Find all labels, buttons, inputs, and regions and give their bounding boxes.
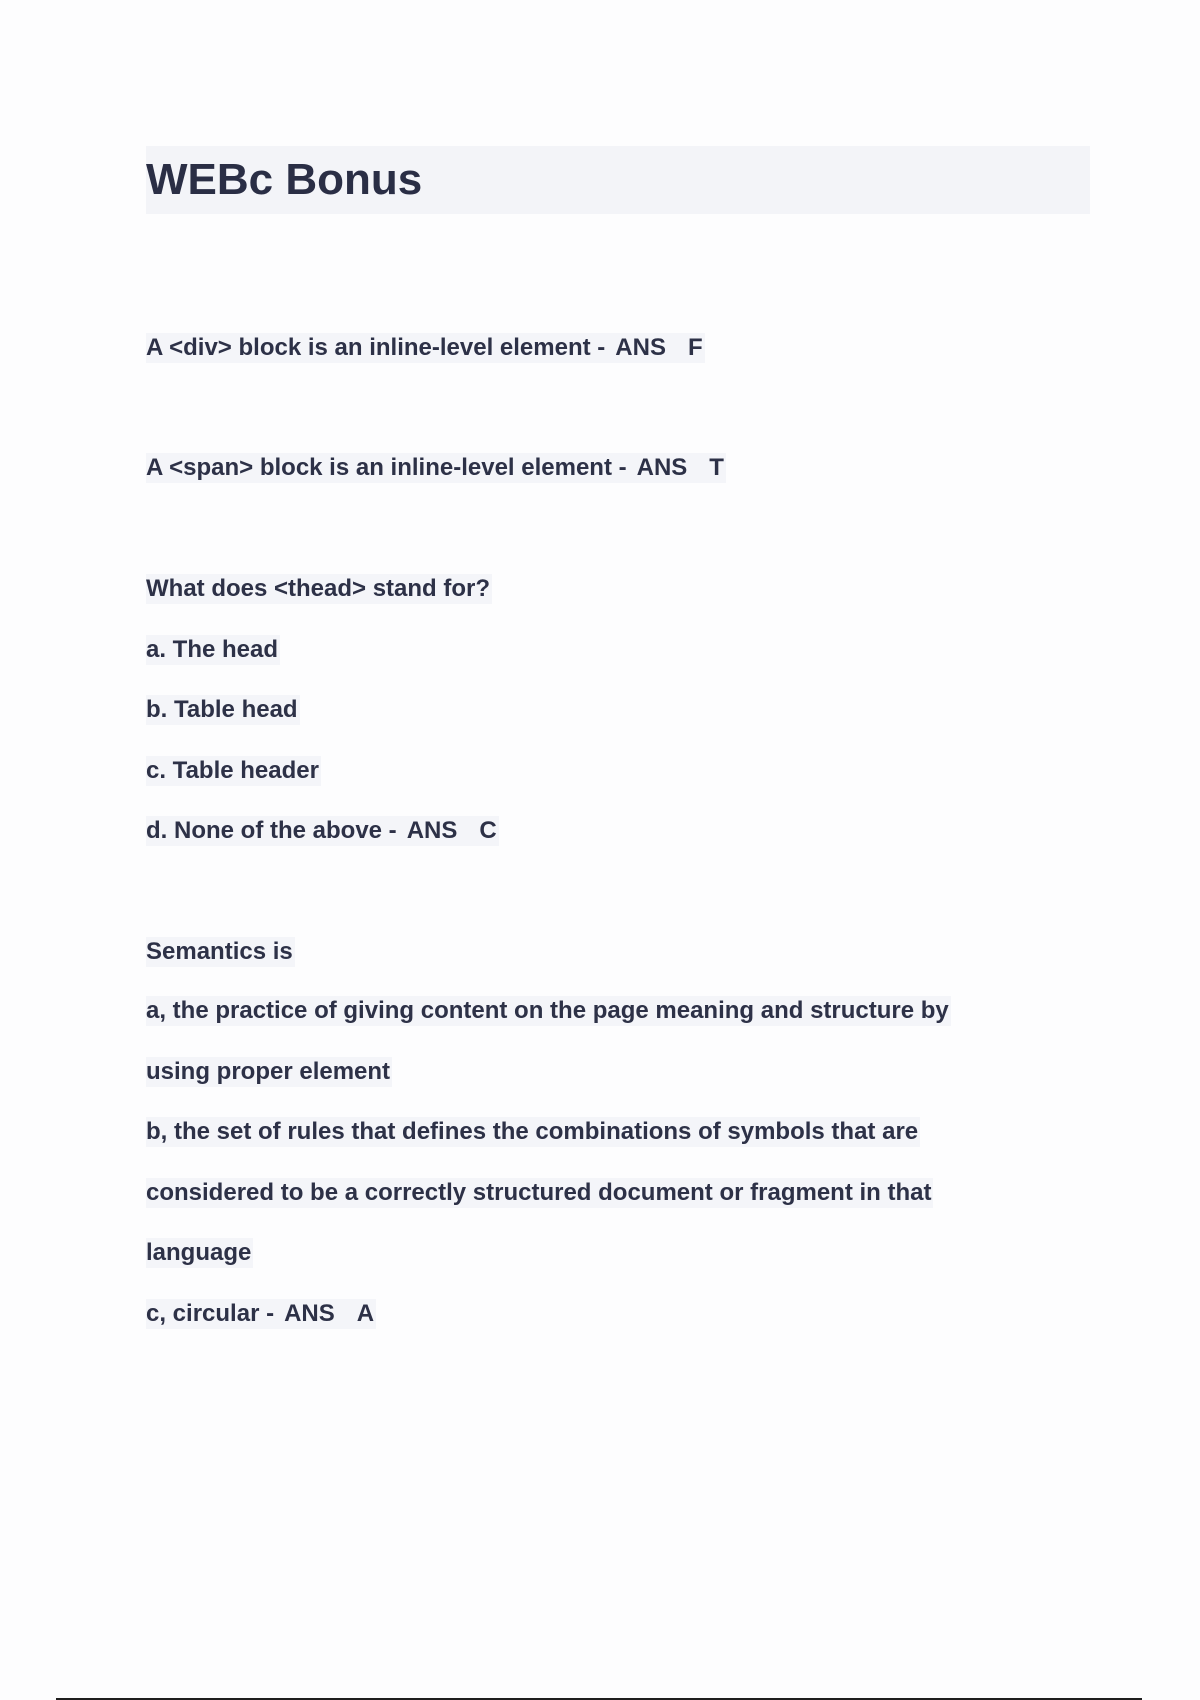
answer-label: ANS (406, 817, 458, 844)
answer-value: C (479, 817, 497, 844)
answer-label: ANS (636, 454, 688, 481)
question-3-option-b: b. Table head (146, 696, 298, 723)
question-4-option-c (146, 1299, 376, 1329)
option-c-text: c, circular - (146, 1300, 275, 1327)
answer-value: T (709, 454, 724, 481)
question-4-option-a-line-1: a, the practice of giving content on the page meaning and structure by (146, 997, 949, 1024)
question-2-text: A <span> block is an inline-level element - (146, 454, 627, 481)
option-d-text: d. None of the above - (146, 817, 397, 844)
answer-label: ANS (615, 334, 666, 361)
question-1-text: A <div> block is an inline-level element - (146, 334, 606, 361)
question-3: What does <thead> stand for? (146, 575, 491, 602)
answer-label: ANS (284, 1300, 335, 1327)
question-1 (146, 333, 705, 363)
question-4-option-b-line-2: considered to be a correctly structured document or fragment in that (146, 1179, 932, 1206)
question-4-option-b-line-1: b, the set of rules that defines the combinations of symbols that are (146, 1118, 919, 1145)
question-2 (146, 453, 726, 483)
question-3-option-a: a. The head (146, 636, 279, 663)
answer-value: F (687, 334, 703, 361)
answer-value: A (356, 1300, 375, 1327)
question-4: Semantics is (146, 938, 293, 965)
question-3-option-d (146, 816, 499, 846)
question-3-option-c: c. Table header (146, 757, 319, 784)
question-4-option-b-line-3: language (146, 1239, 252, 1266)
question-4-option-a-line-2: using proper element (146, 1058, 391, 1085)
page-title: WEBc Bonus (146, 155, 423, 204)
